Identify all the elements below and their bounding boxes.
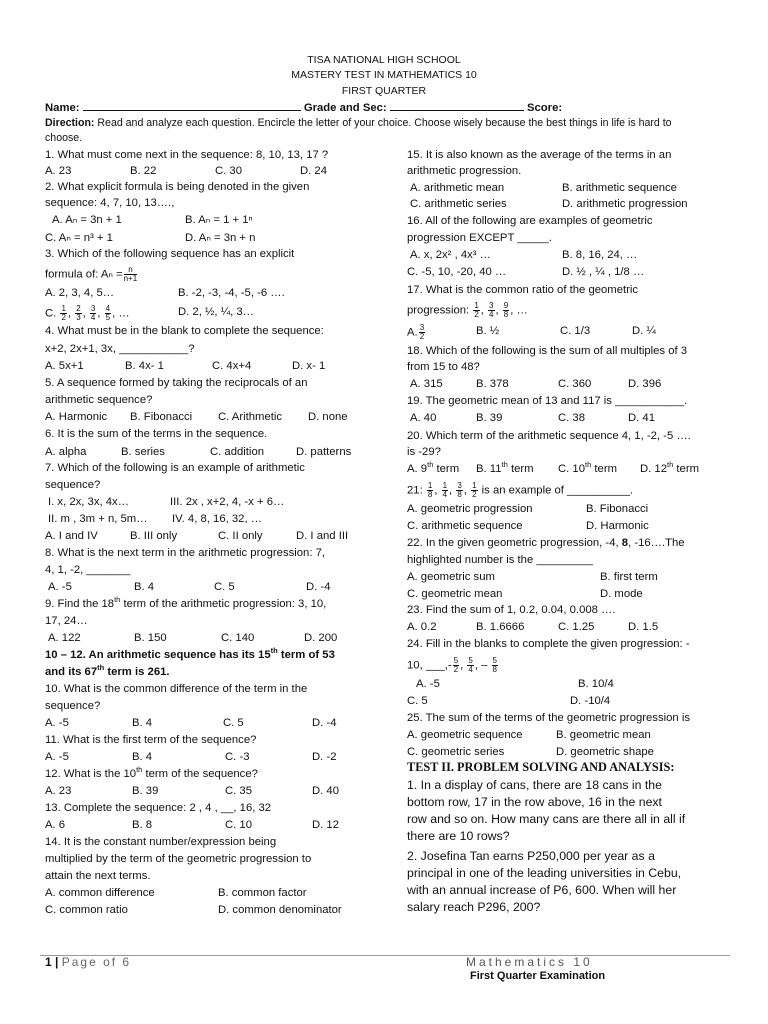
q14-option-d: D. common denominator	[218, 904, 342, 916]
q9-text-post: term of the arithmetic progression: 3, 10,	[120, 598, 327, 610]
q8-option-c: C. 5	[214, 581, 235, 593]
q17-option-a: A. $\frac{3}{2}$	[407, 323, 425, 341]
q10-option-d: D. -4	[312, 717, 337, 729]
b2-pre: and its 67	[45, 666, 98, 678]
q20-c-term: term	[591, 463, 618, 475]
q9-option-a: A. 122	[48, 632, 81, 644]
score-label: Score:	[526, 102, 563, 114]
q5-option-a: A. Harmonic	[45, 411, 108, 423]
problem-2-line-1: 2. Josefina Tan earns P250,000 per year as a	[407, 849, 655, 863]
q18-text-2: from 15 to 48?	[407, 361, 480, 373]
q1-option-b: B. 22	[130, 165, 157, 177]
name-blank	[83, 100, 301, 111]
grade-label: Grade and Sec:	[303, 102, 387, 114]
q14-option-c: C. common ratio	[45, 904, 128, 916]
q1-option-a: A. 23	[45, 165, 72, 177]
q20-c-sup: th	[585, 460, 592, 470]
q13-option-b: B. 8	[132, 819, 153, 831]
page-num: 1	[45, 955, 52, 969]
q24-option-a: A. -5	[416, 678, 440, 690]
q20-a-term: term	[433, 463, 460, 475]
q17-prog-label: progression:	[407, 304, 470, 317]
q15-text-2: arithmetic progression.	[407, 165, 522, 177]
school-name: TISA NATIONAL HIGH SCHOOL	[307, 54, 461, 66]
q11-option-a: A. -5	[45, 751, 69, 763]
q25-text: 25. The sum of the terms of the geometric progression is	[407, 712, 690, 724]
q1-option-c: C. 30	[215, 165, 243, 177]
q14-text-3: attain the next terms.	[45, 870, 151, 882]
q8-option-d: D. -4	[306, 581, 331, 593]
q23-option-b: B. 1.6666	[476, 621, 525, 633]
q2-option-c: C. Aₙ = n³ + 1	[45, 232, 113, 244]
q18-option-b: B. 378	[476, 378, 509, 390]
q9-option-b: B. 150	[134, 632, 167, 644]
q1-text: 1. What must come next in the sequence: 8, 10, 13, 17 ?	[45, 149, 329, 161]
q25-option-b: B. geometric mean	[556, 729, 651, 741]
q21-option-a: A. geometric progression	[407, 503, 533, 515]
q3-option-a: A. 2, 3, 4, 5…	[45, 287, 115, 299]
q22-option-b: B. first term	[600, 571, 658, 583]
q4-option-c: C. 4x+4	[212, 360, 252, 372]
q10-12-instruction	[45, 648, 335, 663]
q18-option-d: D. 396	[628, 378, 662, 390]
q4-option-b: B. 4x- 1	[125, 360, 164, 372]
name-field	[45, 100, 562, 116]
q6-text: 6. It is the sum of the terms in the sequence.	[45, 428, 268, 440]
q17-option-d: D. ¼	[632, 325, 656, 337]
q15-option-a: A. arithmetic mean	[410, 182, 505, 194]
q18-option-c: C. 360	[558, 378, 592, 390]
q23-option-c: C. 1.25	[558, 621, 595, 633]
grade-blank	[390, 100, 524, 111]
footer-divider	[40, 955, 730, 956]
q11-option-d: D. -2	[312, 751, 337, 763]
q11-option-b: B. 4	[132, 751, 153, 763]
problem-1-line-3: row and so on. How many cans are there all in all if	[407, 812, 686, 826]
test-title: MASTERY TEST IN MATHEMATICS 10	[291, 69, 477, 81]
q9-text	[45, 597, 326, 612]
q17-text-2: progression: $\frac{1}{2}$ , $\frac{3}{4}$ , $\frac{9}{8}$ , …	[407, 301, 528, 319]
q2-option-a: A. Aₙ = 3n + 1	[52, 214, 122, 226]
q20-b-term: term	[507, 463, 534, 475]
q21-option-d: D. Harmonic	[586, 520, 649, 532]
q12-pre: 12. What is the 10	[45, 768, 137, 780]
q16-text-2: progression EXCEPT _____.	[407, 232, 552, 244]
q25-option-d: D. geometric shape	[556, 746, 654, 758]
b1-sup: th	[270, 646, 278, 656]
problem-1-line-2: bottom row, 17 in the row above, 16 in the next	[407, 795, 662, 809]
q10-option-a: A. -5	[45, 717, 69, 729]
q24-option-c: C. 5	[407, 695, 428, 707]
q20-text: 20. Which term of the arithmetic sequence 4, 1, -2, -5 ….	[407, 430, 691, 442]
q7-item-ii: II. m , 3m + n, 5m…	[48, 513, 148, 525]
direction-text-2: choose.	[45, 132, 83, 144]
q22-option-c: C. geometric mean	[407, 588, 503, 600]
q20-a-sup: th	[427, 460, 434, 470]
q17-a-label: A.	[407, 326, 418, 339]
q21-text: 21: $\frac{1}{8}$ , $\frac{1}{4}$ , $\frac{3}{8}$ , $\frac{1}{2}$ is an example of __________.	[407, 481, 634, 499]
problem-2-line-2: principal in one of the leading universities in Cebu,	[407, 866, 682, 880]
q8-text: 8. What is the next term in the arithmetic progression: 7,	[45, 547, 326, 559]
quarter-title: FIRST QUARTER	[341, 85, 427, 97]
q15-option-d: D. arithmetic progression	[562, 198, 688, 210]
q24-option-b: B. 10/4	[578, 678, 614, 690]
q9-option-d: D. 200	[304, 632, 338, 644]
q20-d-sup: th	[667, 460, 674, 470]
test-2-heading: TEST II. PROBLEM SOLVING AND ANALYSIS:	[407, 760, 675, 774]
q4-option-a: A. 5x+1	[45, 360, 84, 372]
b1-pre: 10 – 12. An arithmetic sequence has its 15	[45, 649, 271, 661]
q7-option-b: B. III only	[130, 530, 178, 542]
q3-fraction	[124, 266, 138, 283]
q10-option-c: C. 5	[223, 717, 244, 729]
q12-option-a: A. 23	[45, 785, 72, 797]
q7-option-d: D. I and III	[296, 530, 349, 542]
q16-option-d: D. ½ , ¼ , 1/8 …	[562, 266, 645, 278]
q10-text-2: sequence?	[45, 700, 101, 712]
q22-text	[407, 536, 685, 551]
q3-option-d: D. 2, ½, ¼, 3…	[178, 306, 254, 318]
q12-option-d: D. 40	[312, 785, 340, 797]
q19-option-b: B. 39	[476, 412, 503, 424]
q9-text-pre: 9. Find the 18	[45, 598, 115, 610]
q20-d-term: term	[673, 463, 700, 475]
q20-c-num: C. 10	[558, 463, 586, 475]
q21-post: is an example of __________.	[481, 484, 634, 497]
q20-b-num: B. 11	[476, 463, 502, 475]
q21-option-c: C. arithmetic sequence	[407, 520, 523, 532]
q4-text-2: x+2, 2x+1, 3x, ___________?	[45, 343, 195, 355]
q17-text: 17. What is the common ratio of the geometric	[407, 284, 639, 296]
q19-option-c: C. 38	[558, 412, 586, 424]
q19-option-a: A. 40	[410, 412, 437, 424]
q18-text: 18. Which of the following is the sum of all multiples of 3	[407, 345, 688, 357]
q12-sup: th	[136, 765, 143, 775]
q2-text: 2. What explicit formula is being denoted in the given	[45, 181, 310, 193]
page-of: Page of 6	[61, 955, 132, 969]
q3-fraction-den: n+1	[123, 274, 138, 283]
b2-sup: th	[97, 663, 105, 673]
q14-option-a: A. common difference	[45, 887, 155, 899]
problem-2-line-4: salary reach P296, 200?	[407, 900, 541, 914]
direction	[45, 116, 672, 131]
q12-post: term of the sequence?	[142, 768, 258, 780]
q22-post: , -16….The	[628, 537, 685, 549]
q5-option-c: C. Arithmetic	[218, 411, 283, 423]
q8-option-a: A. -5	[48, 581, 72, 593]
q15-option-c: C. arithmetic series	[410, 198, 507, 210]
q1-option-d: D. 24	[300, 165, 328, 177]
q24-text: 24. Fill in the blanks to complete the given progression: -	[407, 638, 690, 650]
q10-12-instruction-2	[45, 665, 170, 680]
q25-option-c: C. geometric series	[407, 746, 505, 758]
q14-text-2: multiplied by the term of the geometric progression to	[45, 853, 312, 865]
problem-2-line-3: with an annual increase of P6, 600. When will her	[407, 883, 677, 897]
q3-option-c: C. $\frac{1}{2}$ , $\frac{2}{3}$ , $\frac{3}{4}$ , $\frac{4}{5}$ , …	[45, 304, 130, 322]
q15-text: 15. It is also known as the average of the terms in an	[407, 149, 672, 161]
q20-option-d	[640, 462, 699, 477]
q2-option-d: D. Aₙ = 3n + n	[185, 232, 256, 244]
q2-text-2: sequence: 4, 7, 10, 13….,	[45, 197, 175, 209]
q24-option-d: D. -10/4	[570, 695, 611, 707]
q13-option-a: A. 6	[45, 819, 66, 831]
name-label: Name:	[45, 102, 80, 114]
q15-option-b: B. arithmetic sequence	[562, 182, 677, 194]
q6-option-c: C. addition	[210, 446, 265, 458]
q11-option-c: C. -3	[225, 751, 250, 763]
q20-d-num: D. 12	[640, 463, 668, 475]
q5-option-b: B. Fibonacci	[130, 411, 193, 423]
q9-option-c: C. 140	[221, 632, 255, 644]
q4-text: 4. What must be in the blank to complete the sequence:	[45, 325, 324, 337]
q22-option-d: D. mode	[600, 588, 643, 600]
q24-text-2: 10, ___,- $\frac{5}{2}$ , $\frac{5}{4}$ , – $\frac{5}{8}$	[407, 656, 497, 674]
q10-text: 10. What is the common difference of the term in the	[45, 683, 308, 695]
b2-post: term is 261.	[104, 666, 170, 678]
q8-text-2: 4, 1, -2, _______	[45, 564, 131, 576]
q23-option-a: A. 0.2	[407, 621, 437, 633]
q20-text-2: is -29?	[407, 446, 441, 458]
q5-option-d: D. none	[308, 411, 348, 423]
q7-option-c: C. II only	[218, 530, 263, 542]
problem-1-line-4: there are 10 rows?	[407, 829, 510, 843]
q7-item-i: I. x, 2x, 3x, 4x…	[48, 496, 129, 508]
q21-option-b: B. Fibonacci	[586, 503, 649, 515]
b1-post: term of 53	[277, 649, 335, 661]
footer-exam: First Quarter Examination	[470, 970, 606, 982]
q19-text: 19. The geometric mean of 13 and 117 is ___________.	[407, 395, 688, 407]
q12-text	[45, 767, 258, 782]
q17-option-c: C. 1/3	[560, 325, 591, 337]
q24-lead: 10, ___,	[407, 659, 448, 672]
q7-text: 7. Which of the following is an example of arithmetic	[45, 462, 305, 474]
q14-option-b: B. common factor	[218, 887, 307, 899]
q20-option-c	[558, 462, 617, 477]
q12-option-b: B. 39	[132, 785, 159, 797]
q6-option-b: B. series	[121, 446, 165, 458]
q16-text: 16. All of the following are examples of geometric	[407, 215, 653, 227]
q13-option-d: D. 12	[312, 819, 340, 831]
q6-option-d: D. patterns	[296, 446, 352, 458]
q19-option-d: D. 41	[628, 412, 656, 424]
q20-a-num: A. 9	[407, 463, 428, 475]
q12-option-c: C. 35	[225, 785, 253, 797]
q16-option-c: C. -5, 10, -20, 40 …	[407, 266, 507, 278]
q3-option-b: B. -2, -3, -4, -5, -6 ….	[178, 287, 285, 299]
q8-option-b: B. 4	[134, 581, 155, 593]
q17-option-b: B. ½	[476, 325, 500, 337]
q9-text-2: 17, 24…	[45, 615, 88, 627]
q21-num: 21:	[407, 484, 423, 497]
problem-1-line-1: 1. In a display of cans, there are 18 cans in the	[407, 778, 662, 792]
q3-formula-label: formula of: Aₙ =	[45, 268, 123, 281]
q3-text: 3. Which of the following sequence has an explicit	[45, 248, 295, 260]
footer-subject: Mathematics 10	[466, 955, 593, 969]
q22-pre: 22. In the given geometric progression, -4,	[407, 537, 622, 549]
q16-option-a: A. x, 2x² , 4x³ …	[410, 249, 491, 261]
q7-item-iv: IV. 4, 8, 16, 32, …	[172, 513, 263, 525]
q3-formula	[45, 266, 138, 283]
page-number	[45, 955, 131, 969]
q14-text: 14. It is the constant number/expression being	[45, 836, 277, 848]
q4-option-d: D. x- 1	[292, 360, 326, 372]
q5-text-2: arithmetic sequence?	[45, 394, 153, 406]
q23-option-d: D. 1.5	[628, 621, 659, 633]
q22-text-2: highlighted number is the _________	[407, 554, 593, 566]
q22-option-a: A. geometric sum	[407, 571, 495, 583]
q13-option-c: C. 10	[225, 819, 253, 831]
q7-option-a: A. I and IV	[45, 530, 98, 542]
q3-option-c-label: C.	[45, 307, 57, 320]
q22-highlight: 8	[621, 537, 629, 549]
q18-option-a: A. 315	[410, 378, 443, 390]
direction-label: Direction:	[45, 117, 95, 129]
q3-fraction-num: n	[124, 266, 138, 275]
q25-option-a: A. geometric sequence	[407, 729, 523, 741]
q10-option-b: B. 4	[132, 717, 153, 729]
q16-option-b: B. 8, 16, 24, …	[562, 249, 638, 261]
q20-option-a	[407, 462, 459, 477]
q6-option-a: A. alpha	[45, 446, 87, 458]
q20-b-sup: th	[501, 460, 508, 470]
q13-text: 13. Complete the sequence: 2 , 4 , __, 16, 32	[45, 802, 272, 814]
q5-text: 5. A sequence formed by taking the reciprocals of an	[45, 377, 308, 389]
q20-option-b	[476, 462, 534, 477]
q11-text: 11. What is the first term of the sequence?	[45, 734, 257, 746]
q7-text-2: sequence?	[45, 479, 101, 491]
page-sep: |	[55, 955, 59, 969]
q2-option-b: B. Aₙ = 1 + 1ⁿ	[185, 214, 253, 226]
q23-text: 23. Find the sum of 1, 0.2, 0.04, 0.008 ….	[407, 604, 616, 616]
direction-text: Read and analyze each question. Encircle the letter of your choice. Choose wisely because the best things in life is hard to	[94, 117, 672, 129]
q7-item-iii: III. 2x , x+2, 4, -x + 6…	[170, 496, 285, 508]
q9-text-sup: th	[114, 595, 121, 605]
